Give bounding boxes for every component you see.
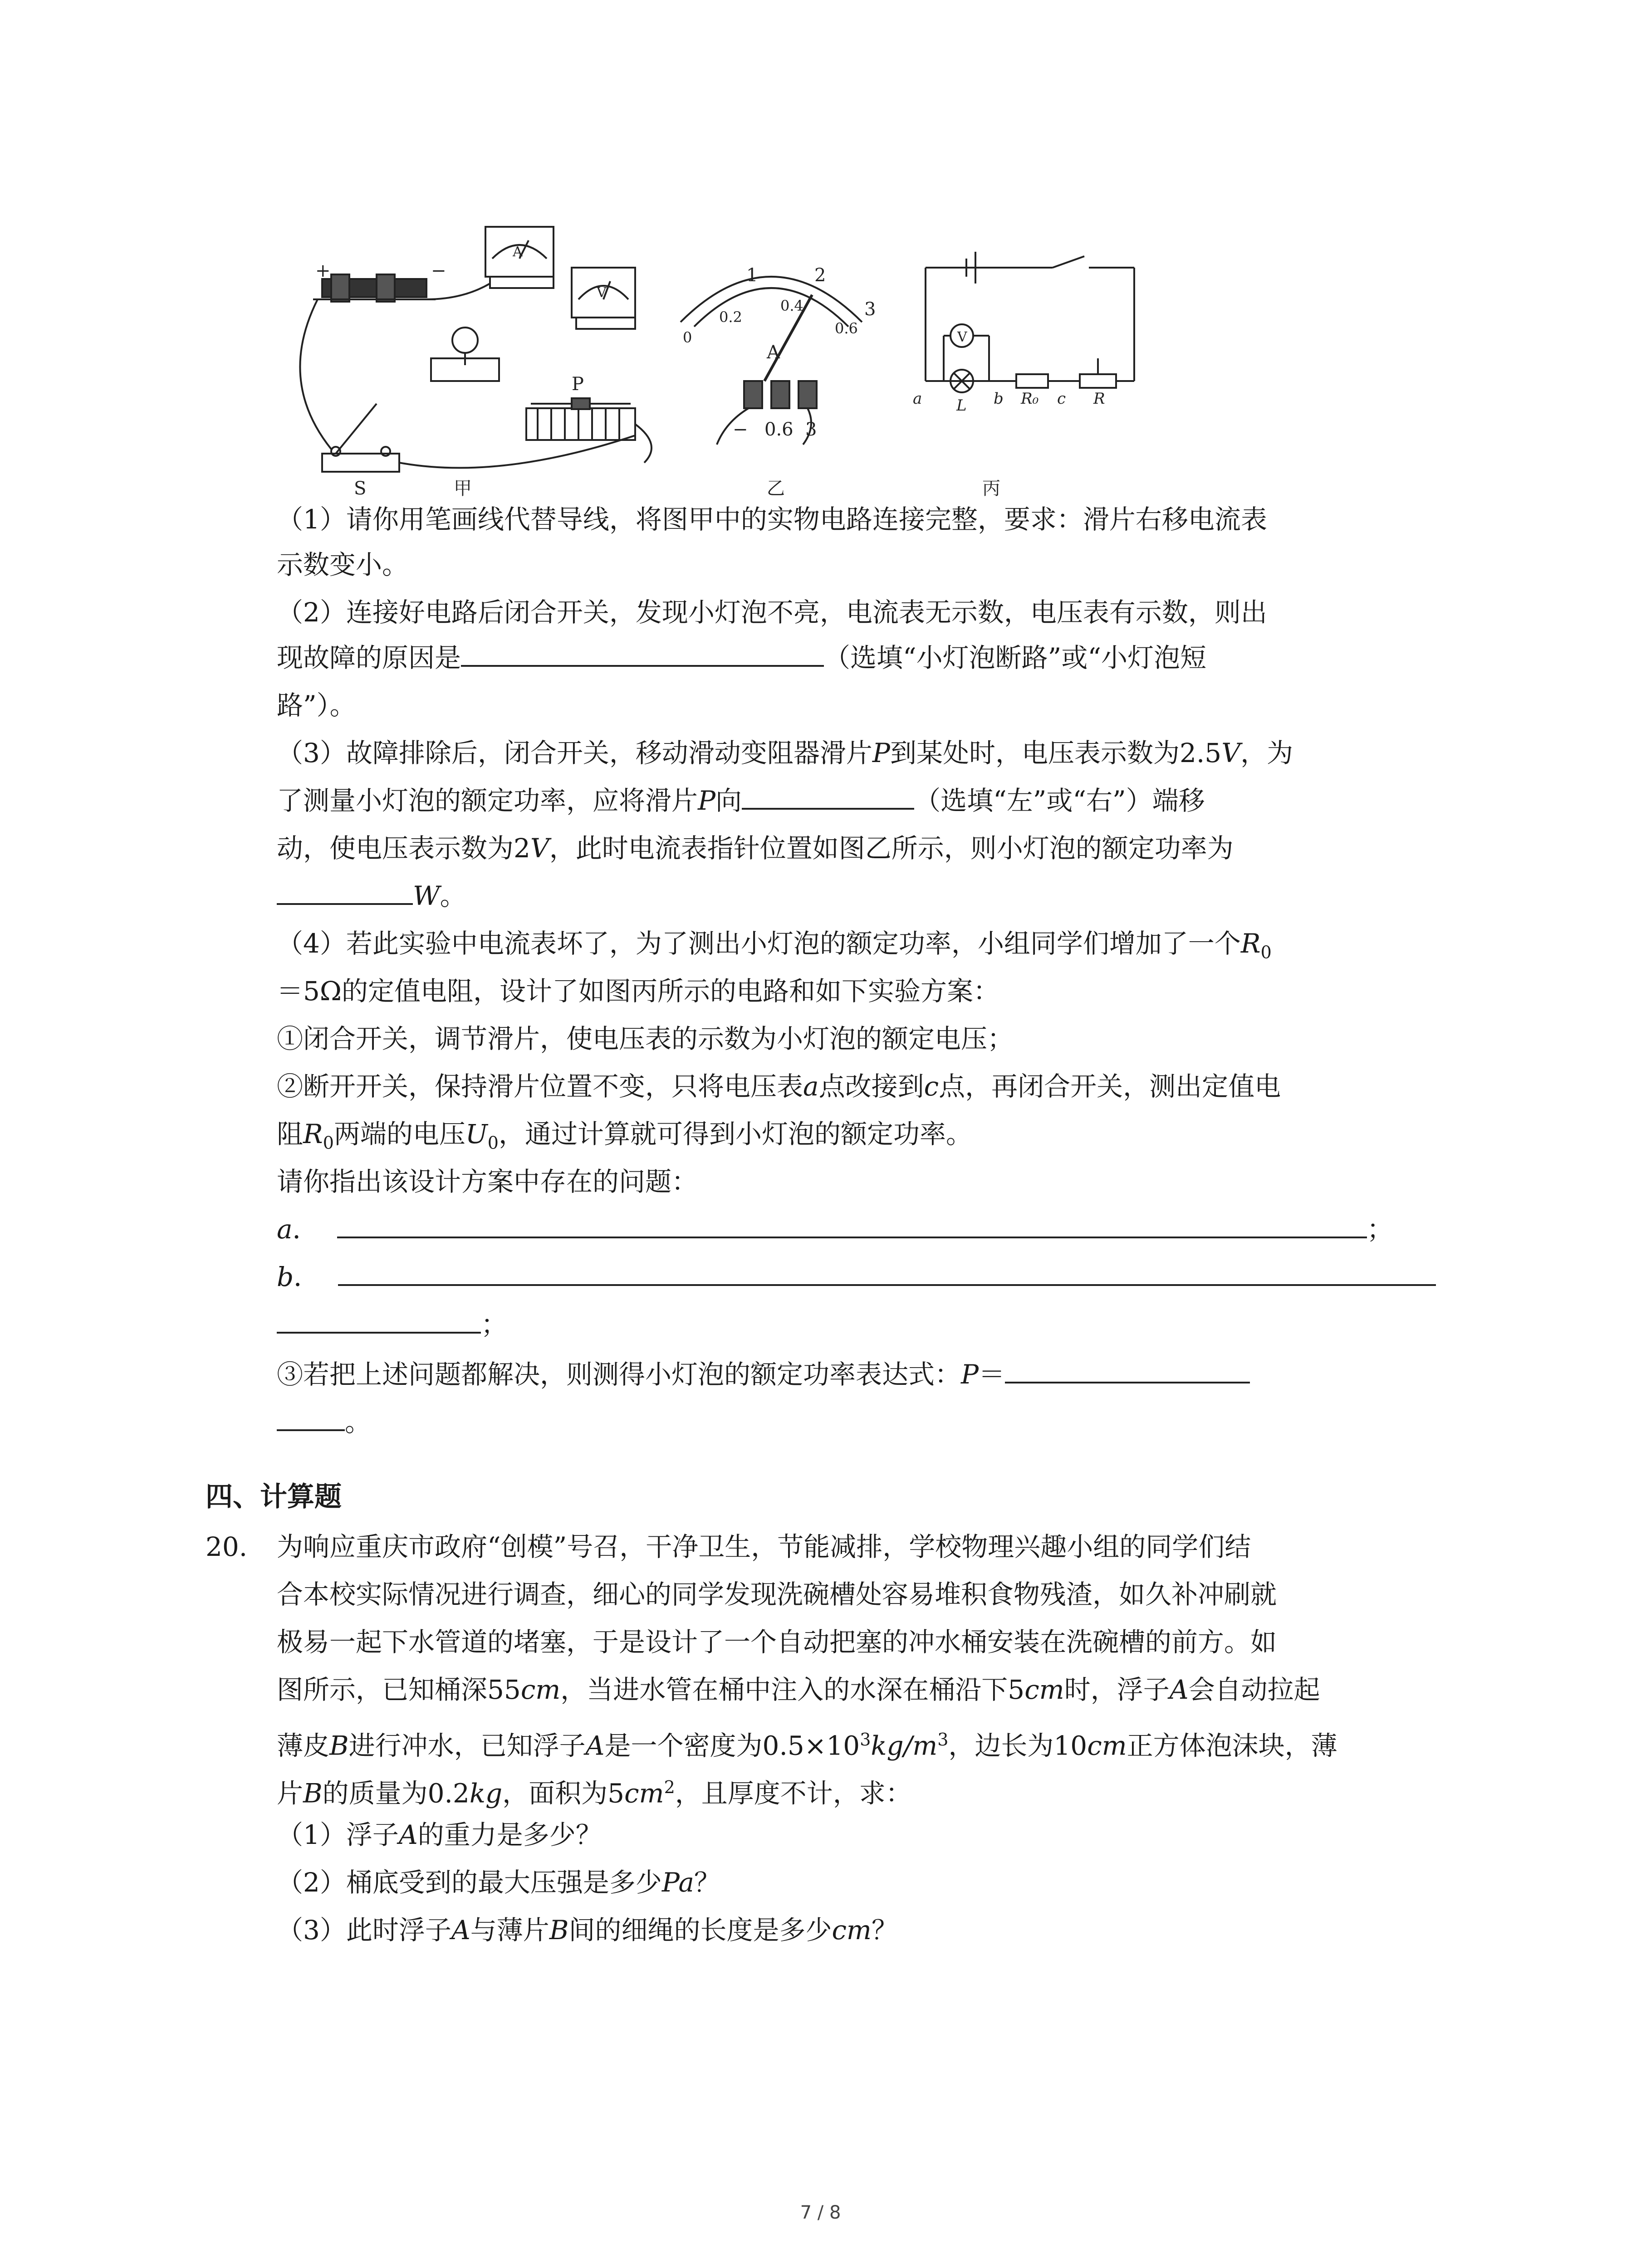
switch-icon — [322, 404, 399, 472]
answer-blank-expression[interactable] — [1005, 1359, 1250, 1383]
text: （3）故障排除后，闭合开关，移动滑动变阻器滑片 — [277, 738, 872, 768]
q19-part1-line2: 示数变小。 — [277, 549, 409, 580]
text: ？ — [871, 1915, 898, 1945]
q19-part4-line1 — [277, 928, 1272, 968]
caption-bing: 丙 — [982, 478, 1000, 499]
text: ，面积为5 — [502, 1778, 625, 1809]
text: ，为 — [1240, 738, 1293, 768]
answer-blank-direction[interactable] — [742, 785, 914, 810]
text: ． — [294, 1261, 320, 1292]
q20-sub3 — [277, 1914, 898, 1946]
text: 阻 — [277, 1119, 304, 1149]
page-number: 7 / 8 — [800, 2202, 841, 2223]
text: 间的细绳的长度是多少 — [568, 1915, 832, 1945]
caption-jia: 甲 — [454, 478, 472, 499]
var-b: B — [549, 1915, 569, 1945]
answer-blank-problem-b[interactable] — [338, 1261, 1436, 1286]
q19-problem-b — [277, 1261, 1436, 1293]
text: 图所示，已知桶深55 — [277, 1674, 521, 1705]
text: 两端的电压 — [333, 1119, 465, 1149]
dial-bottom-04: 0.4 — [780, 297, 803, 314]
text: 进行冲水，已知浮子 — [348, 1730, 586, 1761]
unit-cm: cm — [1024, 1674, 1064, 1705]
unit-density: kg/m — [871, 1730, 938, 1761]
text: 是一个密度为0.5×10 — [604, 1730, 860, 1761]
text: （4）若此实验中电流表坏了，为了测出小灯泡的额定功率，小组同学们增加了一个 — [277, 928, 1241, 959]
text: 点，再闭合开关，测出定值电 — [939, 1071, 1281, 1102]
circuit-figures — [272, 209, 1180, 499]
text: 会自动拉起 — [1188, 1674, 1320, 1705]
text: （选填“小灯泡断路”或“小灯泡短 — [824, 642, 1206, 673]
terminal-06: 0.6 — [764, 419, 794, 440]
q19-part4-step3 — [277, 1359, 1250, 1390]
q19-part1-line1: （1）请你用笔画线代替导线，将图甲中的实物电路连接完整，要求：滑片右移电流表 — [277, 504, 1267, 535]
text: 薄皮 — [277, 1730, 330, 1761]
bulb-icon — [431, 327, 499, 381]
text: （选填“左”或“右”）端移 — [914, 785, 1205, 816]
bing-c: c — [1057, 390, 1066, 408]
var-b: B — [303, 1778, 323, 1809]
q19-part3-line2 — [277, 785, 1205, 816]
q19-problem-a — [277, 1213, 1393, 1245]
var-p: P — [961, 1359, 979, 1390]
unit-v: V — [530, 833, 549, 864]
text: ，通过计算就可得到小灯泡的额定功率。 — [498, 1119, 972, 1149]
text: 片 — [277, 1778, 304, 1809]
q19-part4-line2: ＝5Ω的定值电阻，设计了如图丙所示的电路和如下实验方案： — [277, 976, 999, 1007]
text: 正方体泡沫块，薄 — [1127, 1730, 1337, 1761]
unit-kg: kg — [469, 1778, 503, 1809]
dial-top-2: 2 — [814, 265, 826, 286]
text: ． — [292, 1214, 319, 1245]
text: 向 — [715, 785, 742, 816]
superscript: 3 — [860, 1730, 871, 1750]
superscript: 2 — [664, 1777, 675, 1797]
text: ③若把上述问题都解决，则测得小灯泡的额定功率表达式： — [277, 1359, 961, 1390]
q19-part3-line3 — [277, 832, 1234, 864]
bing-L: L — [956, 396, 967, 415]
text: （3）此时浮子 — [277, 1915, 451, 1945]
subscript: 0 — [487, 1133, 499, 1153]
text: ，且厚度不计，求： — [675, 1778, 912, 1809]
text: 的质量为0.2 — [322, 1778, 470, 1809]
q19-part3-line1 — [277, 737, 1293, 769]
q20-line6 — [277, 1771, 912, 1809]
q20-line2: 合本校实际情况进行调查，细心的同学发现洗碗槽处容易堆积食物残渣，如久补冲刷就 — [277, 1579, 1277, 1610]
q19-problem-b-cont — [277, 1309, 507, 1340]
answer-blank-problem-a[interactable] — [337, 1214, 1367, 1238]
text: 动，使电压表示数为2 — [277, 833, 530, 864]
text: ，此时电流表指针位置如图乙所示，则小灯泡的额定功率为 — [549, 833, 1234, 864]
ammeter-face-letter: A — [513, 244, 523, 260]
text: 到某处时，电压表示数为2.5 — [890, 738, 1222, 768]
terminal-minus: − — [733, 419, 748, 440]
unit-v: V — [1221, 738, 1241, 768]
q20-line3: 极易一起下水管道的堵塞，于是设计了一个自动把塞的冲水桶安装在洗碗槽的前方。如 — [277, 1627, 1277, 1657]
q19-part4-step2-cont — [277, 1118, 972, 1159]
q19-part2-line3: 路”）。 — [277, 690, 356, 721]
var-a: A — [585, 1730, 605, 1761]
text: ； — [481, 1309, 508, 1340]
dial-bottom-0: 0 — [683, 329, 692, 346]
text: ； — [1367, 1214, 1393, 1245]
battery-minus: − — [431, 260, 446, 281]
dial-top-3: 3 — [864, 299, 876, 320]
answer-blank-problem-b-cont[interactable] — [277, 1309, 481, 1334]
answer-blank-fault[interactable] — [461, 642, 824, 667]
unit-w: W — [413, 880, 440, 911]
text: 时，浮子 — [1064, 1674, 1170, 1705]
text: 的重力是多少？ — [417, 1819, 602, 1850]
battery-plus: + — [315, 260, 331, 281]
text: 现故障的原因是 — [277, 642, 461, 673]
var-a: A — [1169, 1674, 1189, 1705]
text: （1）浮子 — [277, 1819, 399, 1850]
var-r: R — [1240, 928, 1261, 959]
dial-letter: A — [767, 342, 780, 363]
text: ，边长为10 — [948, 1730, 1087, 1761]
text: ②断开开关，保持滑片位置不变，只将电压表 — [277, 1071, 803, 1102]
superscript: 3 — [937, 1730, 949, 1750]
subscript: 0 — [1260, 942, 1272, 963]
bing-R0: R₀ — [1021, 390, 1039, 408]
q20-line4 — [277, 1674, 1320, 1706]
text: ，当进水管在桶中注入的水深在桶沿下5 — [560, 1674, 1025, 1705]
rheostat-icon — [526, 398, 635, 440]
dial-bottom-02: 0.2 — [719, 308, 742, 326]
caption-yi: 乙 — [767, 478, 785, 499]
q19-part4-step2 — [277, 1070, 1281, 1102]
section-heading: 四、计算题 — [206, 1481, 342, 1513]
q19-part4-step3-cont — [277, 1406, 371, 1438]
var-c: c — [924, 1071, 939, 1102]
unit-cm: cm — [624, 1778, 664, 1809]
bing-b: b — [994, 390, 1004, 408]
text: 。 — [440, 880, 466, 911]
voltmeter-face-letter: V — [597, 285, 607, 301]
dial-bottom-06: 0.6 — [835, 320, 858, 337]
q20-number: 20. — [206, 1531, 248, 1562]
unit-pa: Pa — [661, 1867, 694, 1898]
text: 与薄片 — [470, 1915, 549, 1945]
answer-blank-expression-cont[interactable] — [277, 1407, 345, 1431]
var-a: A — [451, 1915, 470, 1945]
unit-cm: cm — [832, 1915, 872, 1945]
q19-part2-line2 — [277, 642, 1206, 674]
subscript: 0 — [323, 1133, 334, 1153]
bing-voltmeter: V — [957, 329, 967, 345]
q19-part2-line1: （2）连接好电路后闭合开关，发现小灯泡不亮，电流表无示数，电压表有示数，则出 — [277, 597, 1267, 628]
text: 了测量小灯泡的额定功率，应将滑片 — [277, 785, 698, 816]
q20-line5 — [277, 1724, 1337, 1761]
var-b: B — [329, 1730, 349, 1761]
dial-top-1: 1 — [746, 265, 758, 286]
answer-blank-power[interactable] — [277, 880, 413, 905]
var-p: P — [872, 738, 890, 768]
text: ？ — [694, 1867, 720, 1898]
battery-icon — [313, 274, 436, 302]
q19-part3-line4 — [277, 880, 466, 912]
q20-sub2 — [277, 1867, 720, 1898]
var-a: a — [803, 1071, 819, 1102]
switch-label: S — [354, 478, 367, 499]
terminal-3: 3 — [805, 419, 817, 440]
var-p: P — [698, 785, 716, 816]
text: ＝ — [979, 1359, 1005, 1390]
text: 点改接到 — [818, 1071, 924, 1102]
text: 。 — [345, 1407, 372, 1437]
unit-cm: cm — [520, 1674, 561, 1705]
var-a: A — [398, 1819, 418, 1850]
label-b: b — [277, 1261, 294, 1292]
q19-part4-step1: ①闭合开关，调节滑片，使电压表的示数为小灯泡的额定电压； — [277, 1023, 1014, 1054]
circuit-diagram — [926, 252, 1134, 392]
label-a: a — [277, 1214, 293, 1245]
slider-label: P — [572, 374, 584, 395]
bing-R: R — [1093, 390, 1105, 408]
bing-a: a — [913, 390, 922, 408]
q20-sub1 — [277, 1819, 602, 1851]
text: （2）桶底受到的最大压强是多少 — [277, 1867, 662, 1898]
q20-line1: 为响应重庆市政府“创模”号召，干净卫生，节能减排，学校物理兴趣小组的同学们结 — [277, 1531, 1251, 1562]
q19-part4-prompt: 请你指出该设计方案中存在的问题： — [277, 1166, 698, 1197]
unit-cm: cm — [1087, 1730, 1127, 1761]
var-r: R — [303, 1119, 323, 1149]
var-u: U — [465, 1119, 488, 1149]
